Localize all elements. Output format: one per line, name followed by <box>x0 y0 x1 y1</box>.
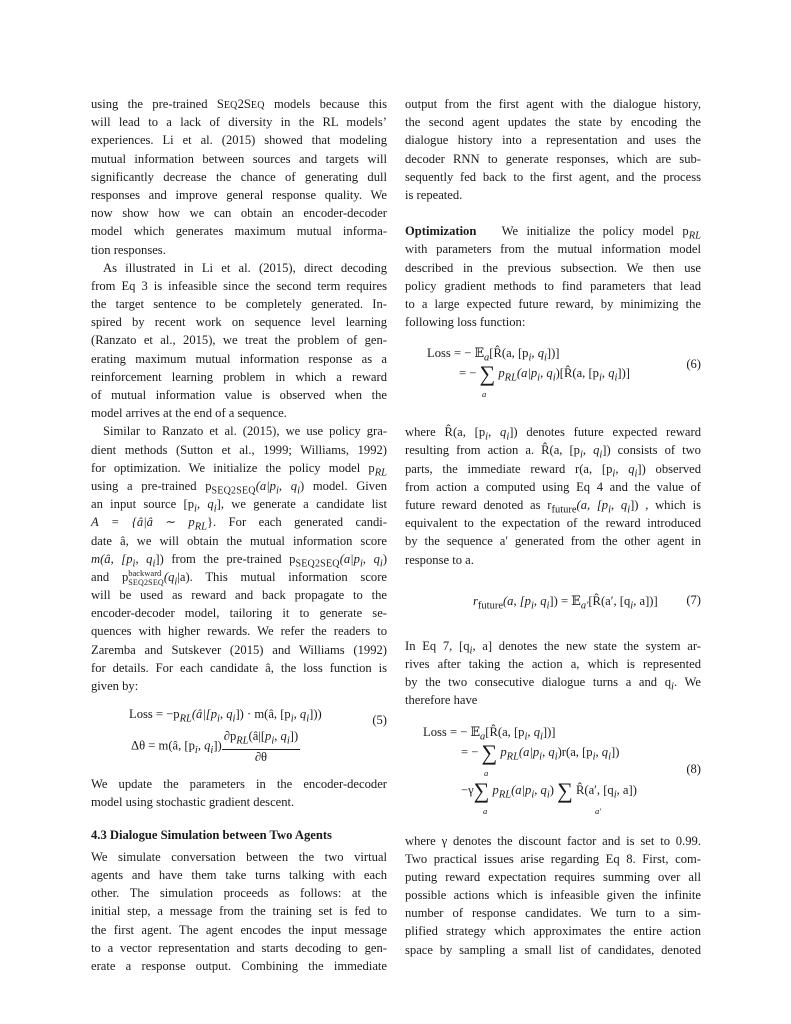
equation-5-line-1: Loss = $-p_{RL}(â|[p_i$, $q_i$]) · m(â, [$p_i$, $q_i$])) <box>129 707 322 725</box>
text-line: now show how we can obtain an encoder-decoder <box>91 206 387 221</box>
text-line: quences with higher rewards. We refer the readers to <box>91 624 387 639</box>
text-line: an input source [$p_i$, $q_i$], we generate a candidate list <box>91 497 388 515</box>
equation-6 <box>405 341 701 413</box>
text-line: resulting from action a. R̂(a, [$p_i$, $q_i$]) consists of two <box>405 443 701 461</box>
equation-8 <box>405 722 701 820</box>
sum-index: a <box>482 389 487 400</box>
text-line: will lead to a lack of diversity in the RL models’ <box>91 115 387 130</box>
text-line: using the pre-trained SEQ2SEQ models because this <box>91 97 387 111</box>
text-line: We update the parameters in the encoder-decoder <box>91 777 387 792</box>
text-line: to a vector representation and starts decoding to gen- <box>91 940 387 955</box>
text-line: from Eq 3 is infeasible since the second term requires <box>91 278 387 293</box>
text-line: and pbackward $SEQ2SEQ(q_i|a)$. This mutual information score <box>91 567 387 588</box>
left-paragraph-2 <box>91 259 387 423</box>
text-line: parts, the immediate reward r(a, [$p_i$, $q_i$]) observed <box>405 461 702 480</box>
text-line: where R̂(a, [$p_i$, $q_i$]) denotes future expected reward <box>405 425 701 443</box>
left-column <box>91 95 387 975</box>
text-line: encoder-decoder model, tailoring it to generate se- <box>91 606 387 621</box>
left-paragraph-1 <box>91 95 387 259</box>
right-paragraph-1 <box>405 95 701 204</box>
text-line: will be used as reward and back propagate to the <box>91 588 387 603</box>
text-line: with parameters from the mutual information model <box>405 242 701 257</box>
text-line: possible actions which is infeasible given the infinite <box>405 888 701 903</box>
text-line: We simulate conversation between the two virtual <box>91 849 387 864</box>
text-line: described in the previous subsection. We then use <box>405 260 701 275</box>
text-line: In Eq 7, [$q_i$, a] denotes the new state the system ar- <box>405 638 701 657</box>
text-line: erating maximum mutual information response as a <box>91 351 387 366</box>
text-line: responses and improve general response quality. We <box>91 187 387 202</box>
sum-index: a <box>484 767 489 778</box>
text-line: equivalent to the expectation of the reward introduced <box>405 516 701 531</box>
sum-index: a′ <box>595 805 602 816</box>
text-line: for details. For each candidate â, the loss function is <box>91 660 387 675</box>
text-line: Two practical issues arise regarding Eq 8. First, com- <box>405 851 701 866</box>
summation-icon: ∑ <box>481 739 498 765</box>
text-line: using a pre-trained $p_{SEQ2SEQ}(a|p_i$, $q_i$) model. Given <box>91 478 387 497</box>
right-paragraph-3 <box>405 637 701 710</box>
text-line: (Ranzato et al., 2015), we treat the problem of gen- <box>91 333 387 348</box>
equation-6-number: (6) <box>686 357 701 372</box>
text-line: by the two consecutive dialogue turns a and $q_i$. We <box>405 675 701 693</box>
text-line: Optimization We initialize the policy model $p_{RL}$ <box>405 224 701 242</box>
text-line: mutual information between sources and targets will <box>91 151 387 166</box>
text-line: model using stochastic gradient descent. <box>91 795 295 810</box>
text-line: plified strategy which approximates the entire action <box>405 924 701 939</box>
equation-7-number: (7) <box>686 592 701 607</box>
summation-icon: ∑ <box>473 777 490 803</box>
text-line: tion responses. <box>91 242 166 257</box>
text-line: of mutual information value is observed when the <box>91 388 387 402</box>
text-line: date â, we will obtain the mutual information score <box>91 533 387 548</box>
text-line: spired by recent work on sequence level learning <box>91 315 387 330</box>
left-paragraph-5 <box>91 848 387 975</box>
right-column <box>405 95 701 959</box>
text-line: model arrives at the end of a sequence. <box>91 406 287 421</box>
text-line: output from the first agent with the dialogue history, <box>405 97 701 111</box>
text-line: where γ denotes the discount factor and is set to 0.99. <box>405 833 701 848</box>
text-line: the second agent updates the state by encoding the <box>405 115 701 130</box>
text-line: decoder RNN to generate responses, which are sub- <box>405 151 701 166</box>
text-line: from action a computed using Eq 4 and the value of <box>405 479 701 494</box>
equation-5-fraction: $\frac{\partial p_{RL}(â|[p_i, q_i])}{\partial\theta}$ <box>223 729 299 764</box>
text-line: As illustrated in Li et al. (2015), direct decoding <box>103 260 387 275</box>
equation-8-line-1: Loss = − 𝔼$_a$[R̂(a, [$p_i$, $q_i$])] <box>423 724 556 743</box>
text-line: the first agent. The agent encodes the input message <box>91 922 387 937</box>
equation-7-line: $r_{future}(a$, [$p_i$, $q_i$]) = 𝔼$_{a'}$[R̂(a′, [$q_i$, a])] <box>473 593 658 612</box>
equation-6-line-1: Loss = − 𝔼$_a$[R̂(a, [$p_i$, $q_i$])] <box>427 346 560 364</box>
text-line: given by: <box>91 679 139 693</box>
summation-icon: ∑ <box>557 777 573 803</box>
left-paragraph-3 <box>91 422 387 695</box>
text-line: following loss function: <box>405 315 526 330</box>
text-line: model which generates maximum mutual informa- <box>91 224 387 239</box>
section-heading: 4.3 Dialogue Simulation between Two Agents <box>91 827 332 842</box>
text-line: to a large expected future reward, by minimizing the <box>405 296 701 311</box>
text-line: reinforcement learning problem in which a reward <box>91 369 387 384</box>
equation-5-number: (5) <box>372 713 387 728</box>
equation-5 <box>91 703 387 775</box>
text-line: therefore have <box>405 693 478 708</box>
right-paragraph-2 <box>405 423 701 569</box>
text-line: significantly decrease the chance of generating dull <box>91 169 387 184</box>
text-line: Zaremba and Sutskever (2015) and Williams (1992) <box>91 642 387 657</box>
equation-8-line-3: −γ∑ $p_{RL}(a|p_i$, $q_i$) ∑ R̂(a′, [$q_i$, a]) <box>461 777 637 803</box>
text-line: puting reward expectation requires summing over all <box>405 869 701 884</box>
text-line: Similar to Ranzato et al. (2015), we use policy gra- <box>103 424 387 439</box>
left-paragraph-4 <box>91 775 387 811</box>
text-line: future reward denoted as $r_{future}(a$, [$p_i$, $q_i$]) , which is <box>405 498 701 516</box>
text-line: the target sentence to be completely generated. In- <box>91 297 387 312</box>
equation-7 <box>405 583 701 629</box>
equation-8-line-2: = − ∑ $p_{RL}(a|p_i$, $q_i)r(a$, [$p_i$, $q_i$]) <box>461 739 620 765</box>
text-line: is repeated. <box>405 187 463 202</box>
text-line: space by sampling a small list of candidates, denoted <box>405 942 701 957</box>
equation-6-line-2: = − ∑ $p_{RL}(a|p_i$, $q_i)[R̂(a$, [$p_i$, $q_i$])] <box>459 361 630 387</box>
optimization-paragraph <box>405 222 701 331</box>
text-line: A = {â|â ∼ $p_{RL}$}. For each generated candi- <box>91 515 387 533</box>
text-line: rives after taking the action a, which is represented <box>405 656 701 671</box>
text-line: by the sequence a′ generated from the other agent in <box>405 534 701 549</box>
text-line: response to a. <box>405 552 474 567</box>
text-line: experiences. Li et al. (2015) showed that modeling <box>91 133 387 148</box>
sum-index: a <box>483 805 488 816</box>
text-line: policy gradient methods to find parameters that lead <box>405 278 701 293</box>
text-line: m(â, [$p_i$, $q_i$]) from the pre-trained $p_{SEQ2SEQ}(a|p_i$, $q_i$) <box>91 551 388 570</box>
text-line: erate a response output. Combining the immediate <box>91 958 387 973</box>
optimization-heading: Optimization <box>405 224 477 239</box>
text-line: number of response candidates. We turn to a sim- <box>405 906 701 921</box>
text-line: other. The simulation proceeds as follows: at the <box>91 886 387 901</box>
text-line: agents and have them take turns talking with each <box>91 867 387 882</box>
right-paragraph-4 <box>405 832 701 959</box>
equation-5-line-2: Δθ = m(â, [$p_i$, $q_i$]) $\frac{\partial p_{RL}(â|[p_i, q_i])}{\partial\theta}$ <box>131 729 299 764</box>
text-line: dialogue history into a representation and uses the <box>405 133 701 148</box>
text-line: for optimization. We initialize the policy model $p_{RL}$ <box>91 460 387 479</box>
text-line: sequently fed back to the first agent, and the process <box>405 169 701 184</box>
text-line: dient methods (Sutton et al., 1999; Williams, 1992) <box>91 442 387 457</box>
text-line: initial step, a message from the training set is fed to <box>91 904 387 919</box>
summation-icon: ∑ <box>479 361 496 387</box>
equation-8-number: (8) <box>686 761 701 776</box>
